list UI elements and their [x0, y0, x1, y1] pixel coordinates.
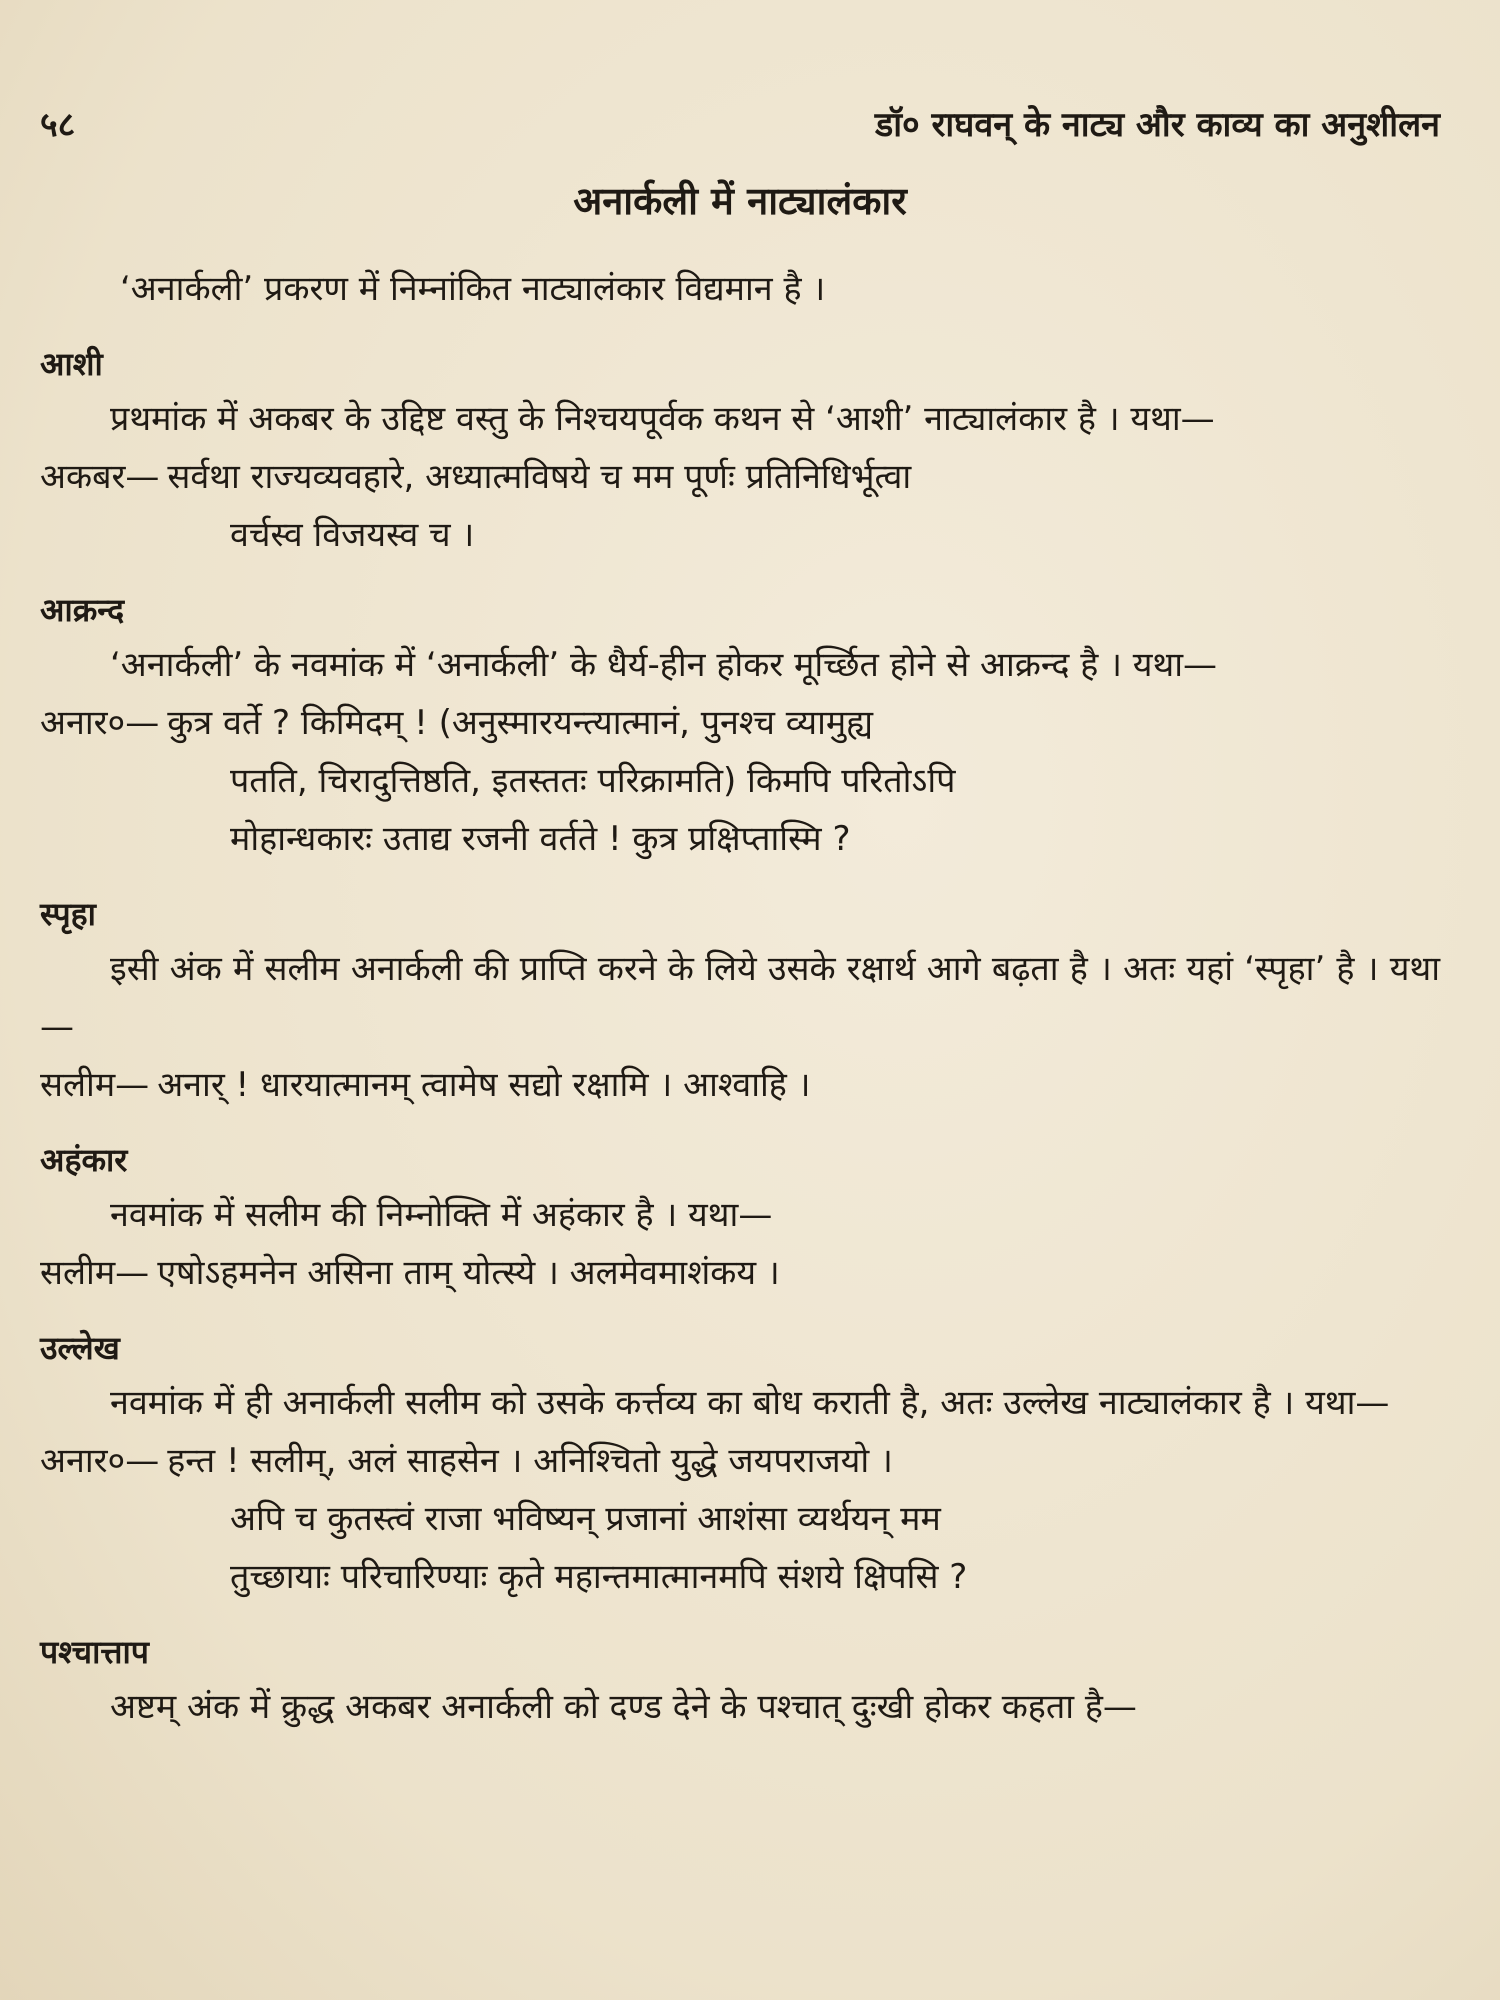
- page-number: ५८: [40, 105, 76, 145]
- dialogue-continuation: मोहान्धकारः उताद्य रजनी वर्तते ! कुत्र प्रक्षिप्तास्मि ?: [230, 819, 851, 859]
- sections-container: [40, 338, 1440, 1736]
- dialogue-text: हन्त ! सलीम्, अलं साहसेन । अनिश्चितो युद्धे जयपराजयो ।: [167, 1441, 893, 1481]
- speaker-name: सलीम—: [40, 1253, 150, 1293]
- section-paragraph: ‘अनार्कली’ के नवमांक में ‘अनार्कली’ के धैर्य-हीन होकर मूर्च्छित होने से आक्रन्द है । यथा—: [110, 645, 1218, 685]
- speaker-name: अनार०—: [40, 703, 160, 743]
- dialogue-text: एषोऽहमनेन असिना ताम् योत्स्ये । अलमेवमाशंकय ।: [157, 1253, 780, 1293]
- dialogue-text: अनार् ! धारयात्मानम् त्वामेष सद्यो रक्षामि । आश्वाहि ।: [157, 1065, 811, 1105]
- section-paragraph: नवमांक में ही अनार्कली सलीम को उसके कर्त्तव्य का बोध कराती है, अतः उल्लेख नाट्यालंकार है । यथा—: [110, 1383, 1390, 1423]
- dialogue-line: [40, 1432, 1440, 1490]
- section-heading: स्पृहा: [40, 895, 96, 933]
- section-paragraph: नवमांक में सलीम की निम्नोक्ति में अहंकार है । यथा—: [110, 1195, 773, 1235]
- intro-paragraph: ‘अनार्कली’ प्रकरण में निम्नांकित नाट्यालंकार विद्यमान है ।: [120, 269, 826, 309]
- running-head: डॉ० राघवन् के नाट्य और काव्य का अनुशीलन: [875, 105, 1440, 145]
- alankara-section: [40, 1322, 1440, 1606]
- section-paragraph: अष्टम् अंक में क्रुद्ध अकबर अनार्कली को दण्ड देने के पश्चात् दुःखी होकर कहता है—: [110, 1687, 1137, 1727]
- section-heading: आक्रन्द: [40, 591, 125, 629]
- dialogue-continuation: पतति, चिरादुत्तिष्ठति, इतस्ततः परिक्रामति) किमपि परितोऽपि: [230, 761, 956, 801]
- dialogue-line: [40, 1244, 1440, 1302]
- dialogue-continuation: अपि च कुतस्त्वं राजा भविष्यन् प्रजानां आशंसा व्यर्थयन् मम: [230, 1499, 941, 1539]
- alankara-section: [40, 584, 1440, 868]
- section-paragraph: प्रथमांक में अकबर के उद्दिष्ट वस्तु के निश्चयपूर्वक कथन से ‘आशी’ नाट्यालंकार है । यथा—: [110, 399, 1215, 439]
- section-heading: आशी: [40, 345, 103, 383]
- dialogue-line: [40, 694, 1440, 752]
- page-header: [40, 100, 1440, 146]
- speaker-name: सलीम—: [40, 1065, 150, 1105]
- speaker-name: अकबर—: [40, 457, 160, 497]
- section-heading: अहंकार: [40, 1141, 128, 1179]
- section-paragraph: इसी अंक में सलीम अनार्कली की प्राप्ति करने के लिये उसके रक्षार्थ आगे बढ़ता है । अतः यहां ‘स्पृहा’ है । यथा—: [40, 949, 1440, 1047]
- dialogue-line: [40, 448, 1440, 506]
- speaker-name: अनार०—: [40, 1441, 160, 1481]
- section-title: अनार्कली में नाट्यालंकार: [573, 179, 907, 223]
- alankara-section: [40, 888, 1440, 1114]
- dialogue-continuation: वर्चस्व विजयस्व च ।: [230, 515, 475, 555]
- dialogue-text: सर्वथा राज्यव्यवहारे, अध्यात्मविषये च मम पूर्णः प्रतिनिधिर्भूत्वा: [167, 457, 912, 497]
- alankara-section: [40, 1626, 1440, 1736]
- dialogue-continuation: तुच्छायाः परिचारिण्याः कृते महान्तमात्मानमपि संशये क्षिपसि ?: [230, 1557, 968, 1597]
- section-heading: उल्लेख: [40, 1329, 120, 1367]
- alankara-section: [40, 338, 1440, 564]
- dialogue-line: [40, 1056, 1440, 1114]
- alankara-section: [40, 1134, 1440, 1302]
- dialogue-text: कुत्र वर्ते ? किमिदम् ! (अनुस्मारयन्त्यात्मानं, पुनश्च व्यामुह्य: [167, 703, 874, 743]
- section-heading: पश्चात्ताप: [40, 1633, 149, 1671]
